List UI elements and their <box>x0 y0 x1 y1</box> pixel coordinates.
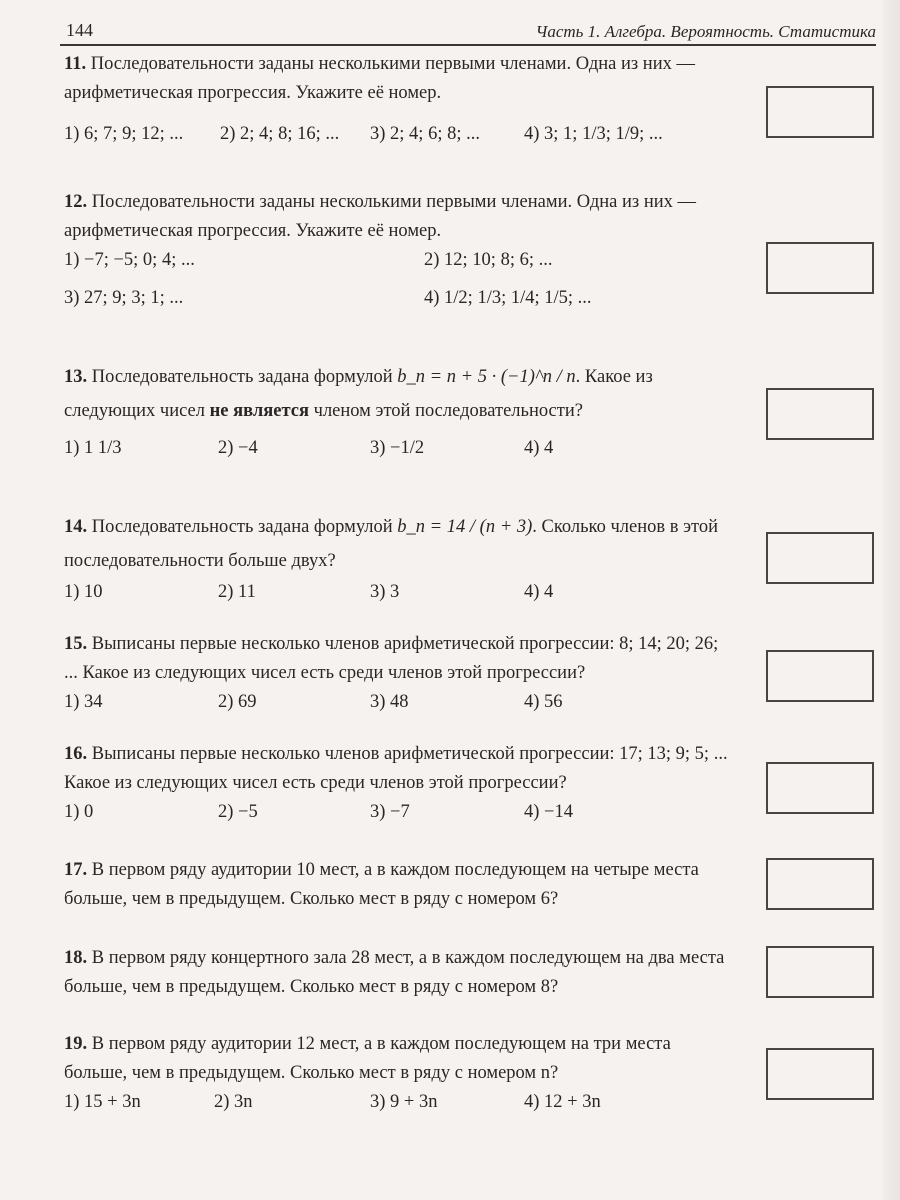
task-number: 16. <box>64 744 88 764</box>
option-1: 1) 6; 7; 9; 12; ... <box>64 124 184 144</box>
task-text: Последовательности заданы несколькими первыми членами. Одна из них — арифметическая прогрессия. Укажите её номер. <box>64 54 695 103</box>
task-number: 15. <box>64 634 88 654</box>
task-12-statement <box>64 188 734 246</box>
task-17-statement <box>64 856 734 914</box>
option-3: 3) 9 + 3n <box>370 1092 438 1112</box>
page-number: 144 <box>66 20 93 40</box>
task-text: Последовательность задана формулой <box>91 517 393 537</box>
task-text: Выписаны первые несколько членов арифметической прогрессии: 8; 14; 20; 26; ... Какое из следующих чисел есть среди членов этой прогрессии? <box>64 634 719 683</box>
task-11 <box>64 50 734 152</box>
answer-box-11[interactable] <box>766 86 874 138</box>
task-number: 17. <box>64 860 88 880</box>
task-number: 14. <box>64 517 88 537</box>
task-12-options-row-1 <box>64 246 734 278</box>
task-14 <box>64 510 734 610</box>
answer-box-15[interactable] <box>766 650 874 702</box>
option-3: 3) −7 <box>370 802 410 822</box>
page-edge-shadow <box>882 0 900 1200</box>
task-12-options-row-2 <box>64 284 734 316</box>
running-title: Часть 1. Алгебра. Вероятность. Статистика <box>535 22 876 41</box>
task-16-options <box>64 798 734 830</box>
emphasis-text: не является <box>209 401 310 421</box>
option-4: 4) 4 <box>524 582 554 602</box>
task-13-options <box>64 434 734 466</box>
option-2: 2) −5 <box>218 802 258 822</box>
option-2: 2) 12; 10; 8; 6; ... <box>424 250 553 270</box>
task-18 <box>64 944 734 1002</box>
task-14-statement <box>64 510 734 578</box>
formula: b_n = 14 / (n + 3) <box>397 517 533 537</box>
option-1: 1) −7; −5; 0; 4; ... <box>64 250 195 270</box>
option-4: 4) 56 <box>524 692 563 712</box>
answer-box-16[interactable] <box>766 762 874 814</box>
option-2: 2) 2; 4; 8; 16; ... <box>220 124 340 144</box>
task-text: В первом ряду концертного зала 28 мест, а в каждом последующем на два места больше, чем в предыдущем. Сколько мест в ряду с номером 8? <box>64 948 725 997</box>
option-2: 2) 69 <box>218 692 257 712</box>
task-11-options <box>64 120 734 152</box>
task-16-statement <box>64 740 734 798</box>
option-4: 4) −14 <box>524 802 573 822</box>
option-3: 3) 2; 4; 6; 8; ... <box>370 124 480 144</box>
task-15-statement <box>64 630 734 688</box>
option-3: 3) 48 <box>370 692 409 712</box>
task-16 <box>64 740 734 830</box>
option-4: 4) 12 + 3n <box>524 1092 601 1112</box>
option-1: 1) 1 1/3 <box>64 438 122 458</box>
option-3: 3) −1/2 <box>370 438 425 458</box>
task-13 <box>64 360 734 466</box>
option-3: 3) 3 <box>370 582 400 602</box>
task-text-end: членом этой последовательности? <box>313 401 583 421</box>
task-17 <box>64 856 734 914</box>
option-1: 1) 10 <box>64 582 103 602</box>
task-number: 19. <box>64 1034 88 1054</box>
answer-box-13[interactable] <box>766 388 874 440</box>
task-18-statement <box>64 944 734 1002</box>
option-4: 4) 1/2; 1/3; 1/4; 1/5; ... <box>424 288 592 308</box>
task-number: 18. <box>64 948 88 968</box>
answer-box-14[interactable] <box>766 532 874 584</box>
task-14-options <box>64 578 734 610</box>
page-header <box>60 18 876 46</box>
task-number: 11. <box>64 54 87 74</box>
task-text-continued: . Сколько членов в этой последовательности больше двух? <box>64 517 719 571</box>
option-2: 2) −4 <box>218 438 258 458</box>
task-text: Выписаны первые несколько членов арифметической прогрессии: 17; 13; 9; 5; ... Какое из следующих чисел есть среди членов этой прогрессии? <box>64 744 728 793</box>
option-4: 4) 4 <box>524 438 554 458</box>
task-19 <box>64 1030 734 1120</box>
option-4: 4) 3; 1; 1/3; 1/9; ... <box>524 124 663 144</box>
task-text: В первом ряду аудитории 12 мест, а в каждом последующем на три места больше, чем в предыдущем. Сколько мест в ряду с номером n? <box>64 1034 671 1083</box>
option-1: 1) 15 + 3n <box>64 1092 141 1112</box>
task-text-continued: . Какое из следующих чисел <box>64 367 653 421</box>
task-text: Последовательности заданы несколькими первыми членами. Одна из них — арифметическая прогрессия. Укажите её номер. <box>64 192 696 241</box>
option-3: 3) 27; 9; 3; 1; ... <box>64 288 184 308</box>
task-11-statement <box>64 50 734 108</box>
task-number: 12. <box>64 192 88 212</box>
task-15-options <box>64 688 734 720</box>
answer-box-12[interactable] <box>766 242 874 294</box>
task-text: В первом ряду аудитории 10 мест, а в каждом последующем на четыре места больше, чем в предыдущем. Сколько мест в ряду с номером 6? <box>64 860 699 909</box>
task-15 <box>64 630 734 720</box>
option-2: 2) 11 <box>218 582 256 602</box>
task-12 <box>64 188 734 316</box>
option-2: 2) 3n <box>214 1092 253 1112</box>
task-13-statement <box>64 360 734 428</box>
task-number: 13. <box>64 367 88 387</box>
option-1: 1) 0 <box>64 802 94 822</box>
task-text: Последовательность задана формулой <box>91 367 393 387</box>
answer-box-17[interactable] <box>766 858 874 910</box>
task-19-statement <box>64 1030 734 1088</box>
option-1: 1) 34 <box>64 692 103 712</box>
answer-box-18[interactable] <box>766 946 874 998</box>
formula: b_n = n + 5 · (−1)^n / n <box>397 367 576 387</box>
task-19-options <box>64 1088 734 1120</box>
answer-box-19[interactable] <box>766 1048 874 1100</box>
